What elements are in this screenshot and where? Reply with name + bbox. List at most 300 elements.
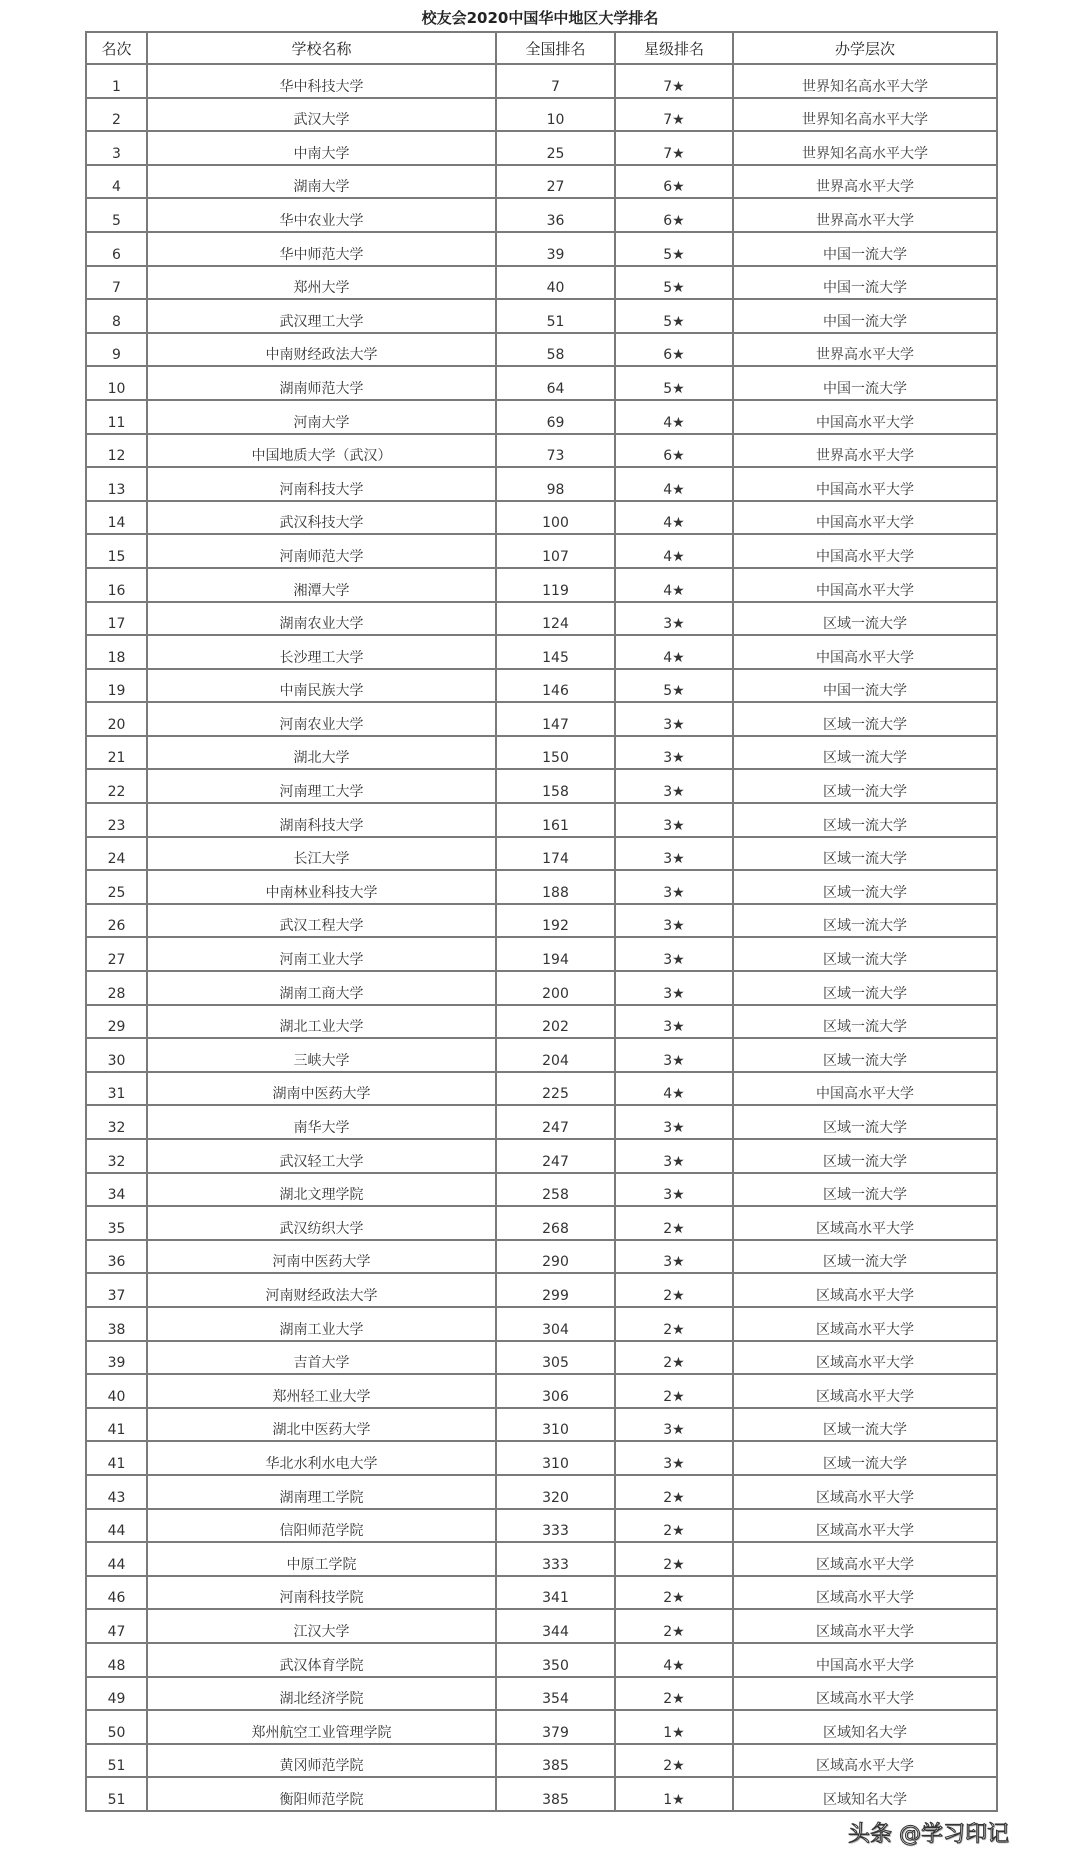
cell-school-name: 河南大学 xyxy=(147,400,496,434)
cell-school-name: 武汉纺织大学 xyxy=(147,1206,496,1240)
cell-rank: 51 xyxy=(86,1744,147,1778)
cell-national-rank: 290 xyxy=(496,1240,615,1274)
page-title: 校友会2020中国华中地区大学排名 xyxy=(421,9,659,27)
cell-school-name: 湖南中医药大学 xyxy=(147,1072,496,1106)
cell-star-rating: 3★ xyxy=(615,904,733,938)
cell-star-rating: 2★ xyxy=(615,1341,733,1375)
cell-school-level: 区域高水平大学 xyxy=(733,1609,997,1643)
cell-school-level: 中国高水平大学 xyxy=(733,534,997,568)
cell-national-rank: 124 xyxy=(496,602,615,636)
table-row xyxy=(86,1005,997,1039)
cell-school-name: 长江大学 xyxy=(147,837,496,871)
cell-national-rank: 247 xyxy=(496,1139,615,1173)
cell-star-rating: 3★ xyxy=(615,736,733,770)
cell-national-rank: 27 xyxy=(496,165,615,199)
cell-national-rank: 192 xyxy=(496,904,615,938)
table-row xyxy=(86,736,997,770)
table-row xyxy=(86,870,997,904)
cell-school-name: 河南师范大学 xyxy=(147,534,496,568)
cell-school-name: 湖北中医药大学 xyxy=(147,1408,496,1442)
table-row xyxy=(86,803,997,837)
cell-rank: 7 xyxy=(86,266,147,300)
table-row xyxy=(86,1139,997,1173)
cell-school-name: 湖北工业大学 xyxy=(147,1005,496,1039)
cell-rank: 12 xyxy=(86,434,147,468)
cell-school-level: 世界高水平大学 xyxy=(733,198,997,232)
cell-school-level: 区域一流大学 xyxy=(733,1441,997,1475)
cell-national-rank: 354 xyxy=(496,1677,615,1711)
cell-rank: 30 xyxy=(86,1038,147,1072)
cell-school-name: 中原工学院 xyxy=(147,1542,496,1576)
cell-school-level: 区域一流大学 xyxy=(733,702,997,736)
cell-rank: 35 xyxy=(86,1206,147,1240)
cell-star-rating: 6★ xyxy=(615,434,733,468)
cell-national-rank: 344 xyxy=(496,1609,615,1643)
cell-school-level: 区域高水平大学 xyxy=(733,1273,997,1307)
table-row xyxy=(86,1576,997,1610)
cell-star-rating: 2★ xyxy=(615,1744,733,1778)
cell-school-level: 中国一流大学 xyxy=(733,299,997,333)
cell-star-rating: 4★ xyxy=(615,568,733,602)
cell-school-level: 区域高水平大学 xyxy=(733,1677,997,1711)
cell-school-level: 中国高水平大学 xyxy=(733,467,997,501)
cell-rank: 9 xyxy=(86,333,147,367)
cell-star-rating: 3★ xyxy=(615,1408,733,1442)
cell-star-rating: 2★ xyxy=(615,1206,733,1240)
cell-school-name: 郑州大学 xyxy=(147,266,496,300)
cell-rank: 14 xyxy=(86,501,147,535)
cell-school-name: 河南中医药大学 xyxy=(147,1240,496,1274)
cell-rank: 41 xyxy=(86,1441,147,1475)
cell-school-name: 江汉大学 xyxy=(147,1609,496,1643)
table-body xyxy=(86,64,997,1811)
cell-school-name: 武汉大学 xyxy=(147,98,496,132)
cell-rank: 4 xyxy=(86,165,147,199)
cell-rank: 41 xyxy=(86,1408,147,1442)
cell-star-rating: 3★ xyxy=(615,1105,733,1139)
watermark: 头条 @学习印记 xyxy=(848,1822,1009,1847)
cell-rank: 37 xyxy=(86,1273,147,1307)
cell-school-name: 湖南农业大学 xyxy=(147,602,496,636)
cell-school-level: 世界高水平大学 xyxy=(733,333,997,367)
cell-star-rating: 3★ xyxy=(615,602,733,636)
cell-school-level: 中国高水平大学 xyxy=(733,568,997,602)
cell-school-name: 华北水利水电大学 xyxy=(147,1441,496,1475)
cell-rank: 36 xyxy=(86,1240,147,1274)
table-row xyxy=(86,1710,997,1744)
cell-national-rank: 69 xyxy=(496,400,615,434)
cell-school-name: 中南林业科技大学 xyxy=(147,870,496,904)
cell-national-rank: 119 xyxy=(496,568,615,602)
cell-school-name: 华中农业大学 xyxy=(147,198,496,232)
cell-rank: 26 xyxy=(86,904,147,938)
cell-rank: 5 xyxy=(86,198,147,232)
cell-national-rank: 200 xyxy=(496,971,615,1005)
cell-school-name: 湖北文理学院 xyxy=(147,1173,496,1207)
cell-rank: 25 xyxy=(86,870,147,904)
table-row xyxy=(86,1609,997,1643)
cell-star-rating: 7★ xyxy=(615,64,733,98)
header-rank: 名次 xyxy=(86,32,147,64)
cell-national-rank: 188 xyxy=(496,870,615,904)
cell-rank: 18 xyxy=(86,635,147,669)
ranking-table xyxy=(85,31,998,1812)
cell-school-level: 世界知名高水平大学 xyxy=(733,98,997,132)
cell-star-rating: 3★ xyxy=(615,837,733,871)
cell-national-rank: 341 xyxy=(496,1576,615,1610)
cell-star-rating: 2★ xyxy=(615,1576,733,1610)
cell-school-level: 区域一流大学 xyxy=(733,803,997,837)
cell-school-level: 区域一流大学 xyxy=(733,1240,997,1274)
cell-school-name: 武汉体育学院 xyxy=(147,1643,496,1677)
header-school-name: 学校名称 xyxy=(147,32,496,64)
cell-rank: 50 xyxy=(86,1710,147,1744)
cell-national-rank: 100 xyxy=(496,501,615,535)
cell-school-level: 区域高水平大学 xyxy=(733,1206,997,1240)
cell-rank: 16 xyxy=(86,568,147,602)
cell-star-rating: 3★ xyxy=(615,870,733,904)
cell-national-rank: 25 xyxy=(496,131,615,165)
cell-school-level: 区域高水平大学 xyxy=(733,1341,997,1375)
cell-school-level: 区域一流大学 xyxy=(733,602,997,636)
table-row xyxy=(86,1643,997,1677)
table-row xyxy=(86,1542,997,1576)
table-row xyxy=(86,1341,997,1375)
cell-star-rating: 7★ xyxy=(615,131,733,165)
cell-rank: 51 xyxy=(86,1777,147,1811)
cell-school-level: 中国一流大学 xyxy=(733,232,997,266)
cell-star-rating: 4★ xyxy=(615,1072,733,1106)
cell-school-name: 湖北经济学院 xyxy=(147,1677,496,1711)
cell-star-rating: 4★ xyxy=(615,501,733,535)
cell-national-rank: 333 xyxy=(496,1509,615,1543)
table-row xyxy=(86,1744,997,1778)
table-row xyxy=(86,602,997,636)
table-row xyxy=(86,635,997,669)
cell-rank: 31 xyxy=(86,1072,147,1106)
cell-national-rank: 98 xyxy=(496,467,615,501)
cell-rank: 19 xyxy=(86,669,147,703)
cell-star-rating: 1★ xyxy=(615,1710,733,1744)
cell-rank: 48 xyxy=(86,1643,147,1677)
cell-national-rank: 204 xyxy=(496,1038,615,1072)
cell-school-name: 湖南大学 xyxy=(147,165,496,199)
cell-star-rating: 3★ xyxy=(615,1173,733,1207)
cell-rank: 6 xyxy=(86,232,147,266)
cell-star-rating: 5★ xyxy=(615,266,733,300)
cell-rank: 13 xyxy=(86,467,147,501)
table-row xyxy=(86,232,997,266)
cell-national-rank: 174 xyxy=(496,837,615,871)
cell-rank: 40 xyxy=(86,1374,147,1408)
cell-rank: 44 xyxy=(86,1542,147,1576)
cell-school-name: 黄冈师范学院 xyxy=(147,1744,496,1778)
table-row xyxy=(86,501,997,535)
cell-national-rank: 158 xyxy=(496,769,615,803)
cell-school-level: 区域高水平大学 xyxy=(733,1475,997,1509)
header-school-level: 办学层次 xyxy=(733,32,997,64)
cell-star-rating: 4★ xyxy=(615,1643,733,1677)
table-row xyxy=(86,669,997,703)
cell-star-rating: 1★ xyxy=(615,1777,733,1811)
cell-rank: 49 xyxy=(86,1677,147,1711)
cell-school-name: 河南财经政法大学 xyxy=(147,1273,496,1307)
cell-national-rank: 320 xyxy=(496,1475,615,1509)
table-row xyxy=(86,366,997,400)
table-row xyxy=(86,266,997,300)
cell-school-level: 世界高水平大学 xyxy=(733,165,997,199)
cell-national-rank: 146 xyxy=(496,669,615,703)
cell-rank: 24 xyxy=(86,837,147,871)
cell-rank: 22 xyxy=(86,769,147,803)
cell-rank: 3 xyxy=(86,131,147,165)
cell-national-rank: 202 xyxy=(496,1005,615,1039)
table-row xyxy=(86,534,997,568)
cell-star-rating: 6★ xyxy=(615,165,733,199)
cell-school-level: 区域一流大学 xyxy=(733,870,997,904)
cell-star-rating: 2★ xyxy=(615,1273,733,1307)
cell-rank: 32 xyxy=(86,1139,147,1173)
cell-school-name: 华中科技大学 xyxy=(147,64,496,98)
table-row xyxy=(86,837,997,871)
table-row xyxy=(86,937,997,971)
table-row xyxy=(86,1677,997,1711)
cell-school-level: 区域一流大学 xyxy=(733,1139,997,1173)
table-row xyxy=(86,131,997,165)
cell-rank: 32 xyxy=(86,1105,147,1139)
cell-school-level: 世界知名高水平大学 xyxy=(733,131,997,165)
cell-national-rank: 258 xyxy=(496,1173,615,1207)
cell-school-level: 区域一流大学 xyxy=(733,971,997,1005)
table-row xyxy=(86,1307,997,1341)
table-row xyxy=(86,165,997,199)
cell-national-rank: 40 xyxy=(496,266,615,300)
cell-school-name: 湖南科技大学 xyxy=(147,803,496,837)
cell-star-rating: 7★ xyxy=(615,98,733,132)
cell-rank: 2 xyxy=(86,98,147,132)
cell-star-rating: 2★ xyxy=(615,1374,733,1408)
cell-school-name: 中南大学 xyxy=(147,131,496,165)
cell-national-rank: 39 xyxy=(496,232,615,266)
cell-school-name: 湖北大学 xyxy=(147,736,496,770)
cell-star-rating: 3★ xyxy=(615,1038,733,1072)
cell-star-rating: 3★ xyxy=(615,803,733,837)
cell-rank: 39 xyxy=(86,1341,147,1375)
cell-national-rank: 247 xyxy=(496,1105,615,1139)
cell-star-rating: 2★ xyxy=(615,1307,733,1341)
cell-school-name: 中国地质大学（武汉） xyxy=(147,434,496,468)
cell-star-rating: 3★ xyxy=(615,937,733,971)
cell-star-rating: 2★ xyxy=(615,1677,733,1711)
table-row xyxy=(86,400,997,434)
table-row xyxy=(86,467,997,501)
cell-national-rank: 385 xyxy=(496,1744,615,1778)
cell-school-level: 中国高水平大学 xyxy=(733,1643,997,1677)
cell-national-rank: 268 xyxy=(496,1206,615,1240)
cell-school-level: 中国高水平大学 xyxy=(733,400,997,434)
cell-national-rank: 306 xyxy=(496,1374,615,1408)
cell-national-rank: 73 xyxy=(496,434,615,468)
table-row xyxy=(86,64,997,98)
table-row xyxy=(86,1374,997,1408)
cell-school-level: 区域高水平大学 xyxy=(733,1374,997,1408)
cell-star-rating: 3★ xyxy=(615,1441,733,1475)
cell-school-name: 河南科技大学 xyxy=(147,467,496,501)
table-header-row xyxy=(86,32,997,64)
cell-school-level: 区域高水平大学 xyxy=(733,1576,997,1610)
cell-national-rank: 64 xyxy=(496,366,615,400)
cell-national-rank: 304 xyxy=(496,1307,615,1341)
cell-rank: 34 xyxy=(86,1173,147,1207)
cell-rank: 21 xyxy=(86,736,147,770)
cell-school-name: 吉首大学 xyxy=(147,1341,496,1375)
cell-school-level: 区域一流大学 xyxy=(733,837,997,871)
cell-rank: 43 xyxy=(86,1475,147,1509)
cell-national-rank: 150 xyxy=(496,736,615,770)
cell-school-name: 武汉轻工大学 xyxy=(147,1139,496,1173)
table-row xyxy=(86,1441,997,1475)
cell-star-rating: 3★ xyxy=(615,702,733,736)
cell-school-name: 长沙理工大学 xyxy=(147,635,496,669)
cell-national-rank: 58 xyxy=(496,333,615,367)
cell-star-rating: 4★ xyxy=(615,534,733,568)
cell-national-rank: 145 xyxy=(496,635,615,669)
cell-school-level: 区域知名大学 xyxy=(733,1710,997,1744)
cell-star-rating: 2★ xyxy=(615,1509,733,1543)
cell-national-rank: 161 xyxy=(496,803,615,837)
cell-school-name: 郑州航空工业管理学院 xyxy=(147,1710,496,1744)
cell-national-rank: 147 xyxy=(496,702,615,736)
cell-school-name: 湖南师范大学 xyxy=(147,366,496,400)
table-row xyxy=(86,702,997,736)
cell-star-rating: 5★ xyxy=(615,366,733,400)
cell-national-rank: 310 xyxy=(496,1408,615,1442)
header-national-rank: 全国排名 xyxy=(496,32,615,64)
cell-school-name: 三峡大学 xyxy=(147,1038,496,1072)
cell-school-level: 区域一流大学 xyxy=(733,769,997,803)
cell-rank: 20 xyxy=(86,702,147,736)
cell-school-level: 区域一流大学 xyxy=(733,1173,997,1207)
cell-rank: 10 xyxy=(86,366,147,400)
cell-school-level: 区域一流大学 xyxy=(733,1005,997,1039)
table-row xyxy=(86,904,997,938)
cell-national-rank: 107 xyxy=(496,534,615,568)
cell-rank: 11 xyxy=(86,400,147,434)
cell-school-name: 湖南工业大学 xyxy=(147,1307,496,1341)
cell-school-level: 中国一流大学 xyxy=(733,366,997,400)
cell-school-level: 区域一流大学 xyxy=(733,1105,997,1139)
cell-school-name: 河南工业大学 xyxy=(147,937,496,971)
table-row xyxy=(86,98,997,132)
cell-school-name: 武汉科技大学 xyxy=(147,501,496,535)
cell-school-level: 区域一流大学 xyxy=(733,1408,997,1442)
cell-school-level: 中国高水平大学 xyxy=(733,635,997,669)
table-row xyxy=(86,1240,997,1274)
table-row xyxy=(86,1777,997,1811)
cell-school-level: 区域高水平大学 xyxy=(733,1509,997,1543)
cell-school-level: 中国高水平大学 xyxy=(733,501,997,535)
cell-star-rating: 4★ xyxy=(615,400,733,434)
cell-national-rank: 310 xyxy=(496,1441,615,1475)
cell-school-level: 区域一流大学 xyxy=(733,937,997,971)
cell-school-name: 湖南理工学院 xyxy=(147,1475,496,1509)
cell-national-rank: 225 xyxy=(496,1072,615,1106)
header-star-rating: 星级排名 xyxy=(615,32,733,64)
cell-rank: 15 xyxy=(86,534,147,568)
table-row xyxy=(86,769,997,803)
cell-school-name: 河南科技学院 xyxy=(147,1576,496,1610)
cell-star-rating: 2★ xyxy=(615,1609,733,1643)
cell-star-rating: 5★ xyxy=(615,232,733,266)
cell-school-level: 世界知名高水平大学 xyxy=(733,64,997,98)
cell-school-level: 中国一流大学 xyxy=(733,669,997,703)
cell-rank: 17 xyxy=(86,602,147,636)
cell-rank: 8 xyxy=(86,299,147,333)
table-row xyxy=(86,1105,997,1139)
cell-star-rating: 3★ xyxy=(615,1139,733,1173)
cell-school-name: 衡阳师范学院 xyxy=(147,1777,496,1811)
cell-school-name: 河南理工大学 xyxy=(147,769,496,803)
cell-school-name: 湘潭大学 xyxy=(147,568,496,602)
cell-school-level: 中国一流大学 xyxy=(733,266,997,300)
table-row xyxy=(86,434,997,468)
cell-star-rating: 3★ xyxy=(615,769,733,803)
cell-star-rating: 6★ xyxy=(615,198,733,232)
cell-rank: 29 xyxy=(86,1005,147,1039)
cell-national-rank: 350 xyxy=(496,1643,615,1677)
table-row xyxy=(86,568,997,602)
cell-national-rank: 379 xyxy=(496,1710,615,1744)
table-row xyxy=(86,333,997,367)
cell-school-level: 世界高水平大学 xyxy=(733,434,997,468)
table-row xyxy=(86,1038,997,1072)
cell-star-rating: 4★ xyxy=(615,467,733,501)
cell-school-level: 区域高水平大学 xyxy=(733,1307,997,1341)
cell-national-rank: 51 xyxy=(496,299,615,333)
cell-star-rating: 2★ xyxy=(615,1475,733,1509)
cell-star-rating: 4★ xyxy=(615,635,733,669)
cell-star-rating: 6★ xyxy=(615,333,733,367)
table-row xyxy=(86,1206,997,1240)
cell-school-level: 区域一流大学 xyxy=(733,904,997,938)
cell-star-rating: 3★ xyxy=(615,1005,733,1039)
cell-school-name: 南华大学 xyxy=(147,1105,496,1139)
cell-school-name: 河南农业大学 xyxy=(147,702,496,736)
cell-star-rating: 5★ xyxy=(615,299,733,333)
cell-school-name: 湖南工商大学 xyxy=(147,971,496,1005)
table-row xyxy=(86,198,997,232)
cell-school-name: 武汉理工大学 xyxy=(147,299,496,333)
cell-rank: 28 xyxy=(86,971,147,1005)
cell-star-rating: 3★ xyxy=(615,1240,733,1274)
cell-rank: 38 xyxy=(86,1307,147,1341)
cell-national-rank: 333 xyxy=(496,1542,615,1576)
cell-rank: 27 xyxy=(86,937,147,971)
table-row xyxy=(86,1475,997,1509)
table-row xyxy=(86,1173,997,1207)
cell-school-name: 中南财经政法大学 xyxy=(147,333,496,367)
cell-national-rank: 7 xyxy=(496,64,615,98)
table-row xyxy=(86,1273,997,1307)
cell-rank: 46 xyxy=(86,1576,147,1610)
table-row xyxy=(86,1072,997,1106)
cell-national-rank: 194 xyxy=(496,937,615,971)
cell-rank: 1 xyxy=(86,64,147,98)
cell-school-name: 华中师范大学 xyxy=(147,232,496,266)
cell-school-level: 区域一流大学 xyxy=(733,1038,997,1072)
cell-star-rating: 5★ xyxy=(615,669,733,703)
cell-star-rating: 3★ xyxy=(615,971,733,1005)
